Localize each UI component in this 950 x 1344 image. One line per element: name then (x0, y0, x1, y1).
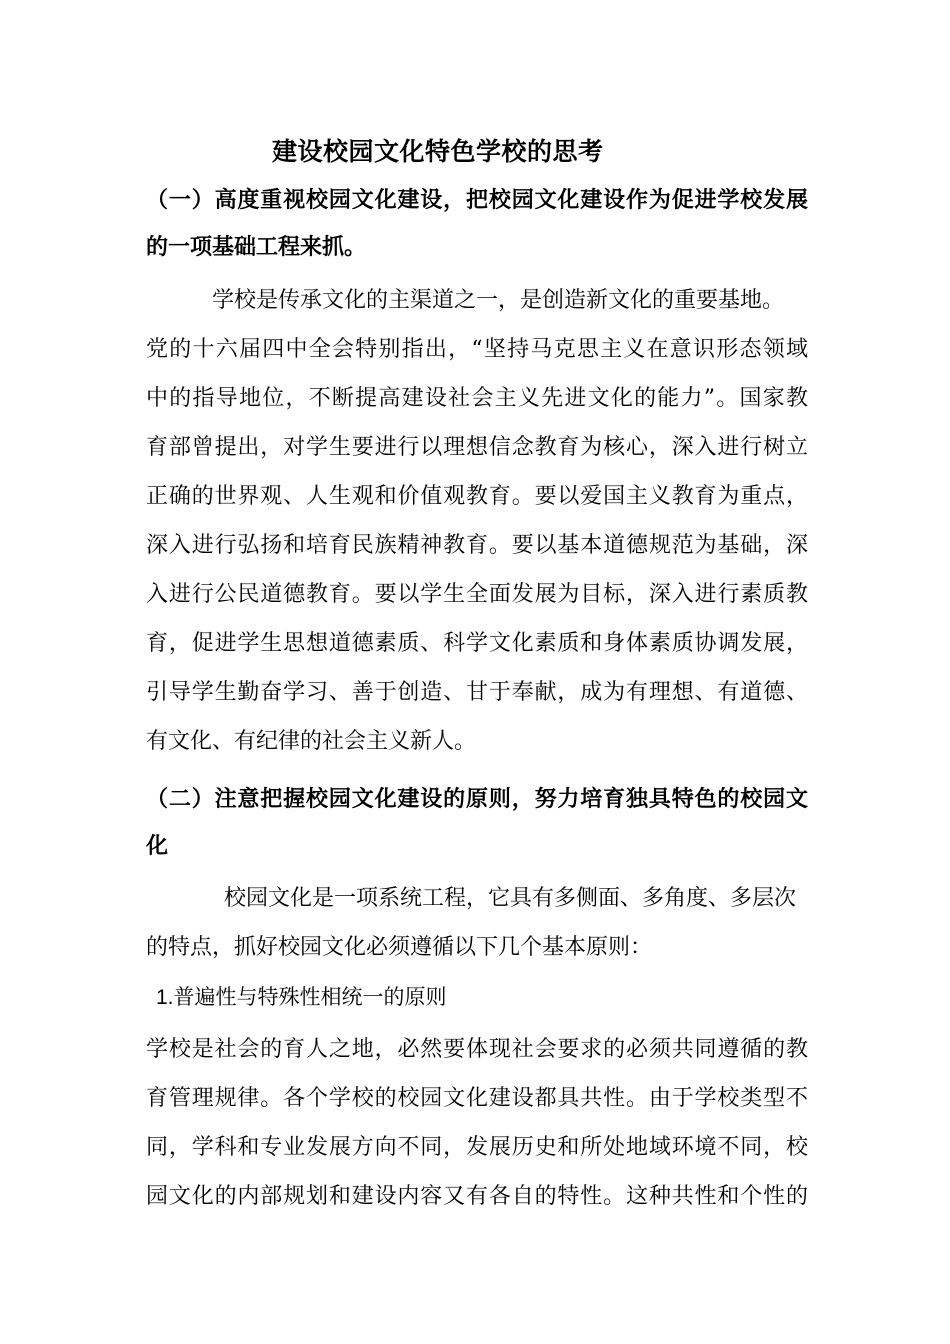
paragraph-line: 学校是社会的育人之地，必然要体现社会要求的必须共同遵循的教 (146, 1037, 808, 1062)
section1-heading (146, 177, 808, 271)
paragraph-line: 园文化的内部规划和建设内容又有各自的特性。这种共性和个性的 (146, 1184, 808, 1209)
section2-heading (146, 776, 808, 870)
paragraph-line: 引导学生勤奋学习、善于创造、甘于奉献，成为有理想、有道德、 (146, 680, 808, 705)
paragraph-line: 深入进行弘扬和培育民族精神教育。要以基本道德规范为基础，深 (146, 533, 808, 558)
paragraph-line: 校园文化是一项系统工程，它具有多侧面、多角度、多层次 (224, 886, 797, 911)
paragraph-line: 入进行公民道德教育。要以学生全面发展为目标，深入进行素质教 (146, 582, 808, 607)
paragraph-line: 学校是传承文化的主渠道之一，是创造新文化的重要基地。 (212, 288, 785, 313)
paragraph-line: 育管理规律。各个学校的校园文化建设都具共性。由于学校类型不 (146, 1086, 808, 1111)
heading-line: 的一项基础工程来抓。 (146, 234, 367, 260)
paragraph-line: 的特点，抓好校园文化必须遵循以下几个基本原则： (146, 935, 653, 960)
heading-line: （一）高度重视校园文化建设，把校园文化建设作为促进学校发展 (146, 187, 808, 213)
paragraph-line: 有文化、有纪律的社会主义新人。 (146, 729, 477, 754)
heading-line: （二）注意把握校园文化建设的原则，努力培育独具特色的校园文 (146, 786, 808, 812)
paragraph-line: 中的指导地位，不断提高建设社会主义先进文化的能力”。国家教 (146, 386, 808, 411)
paragraph-line: 育，促进学生思想道德素质、科学文化素质和身体素质协调发展， (146, 631, 808, 656)
section1-paragraph (146, 276, 808, 766)
section2-paragraph (146, 874, 808, 972)
paragraph-line: 正确的世界观、人生观和价值观教育。要以爱国主义教育为重点， (146, 484, 808, 509)
paragraph-line: 同，学科和专业发展方向不同，发展历史和所处地域环境不同，校 (146, 1135, 808, 1160)
principle-subheading: 1.普遍性与特殊性相统一的原则 (156, 986, 447, 1009)
paragraph-line: 育部曾提出，对学生要进行以理想信念教育为核心，深入进行树立 (146, 435, 808, 460)
paragraph-line: 党的十六届四中全会特别指出，“坚持马克思主义在意识形态领域 (146, 337, 808, 362)
document-title: 建设校园文化特色学校的思考 (272, 137, 604, 166)
principle-body (146, 1025, 808, 1221)
heading-line: 化 (146, 833, 169, 859)
